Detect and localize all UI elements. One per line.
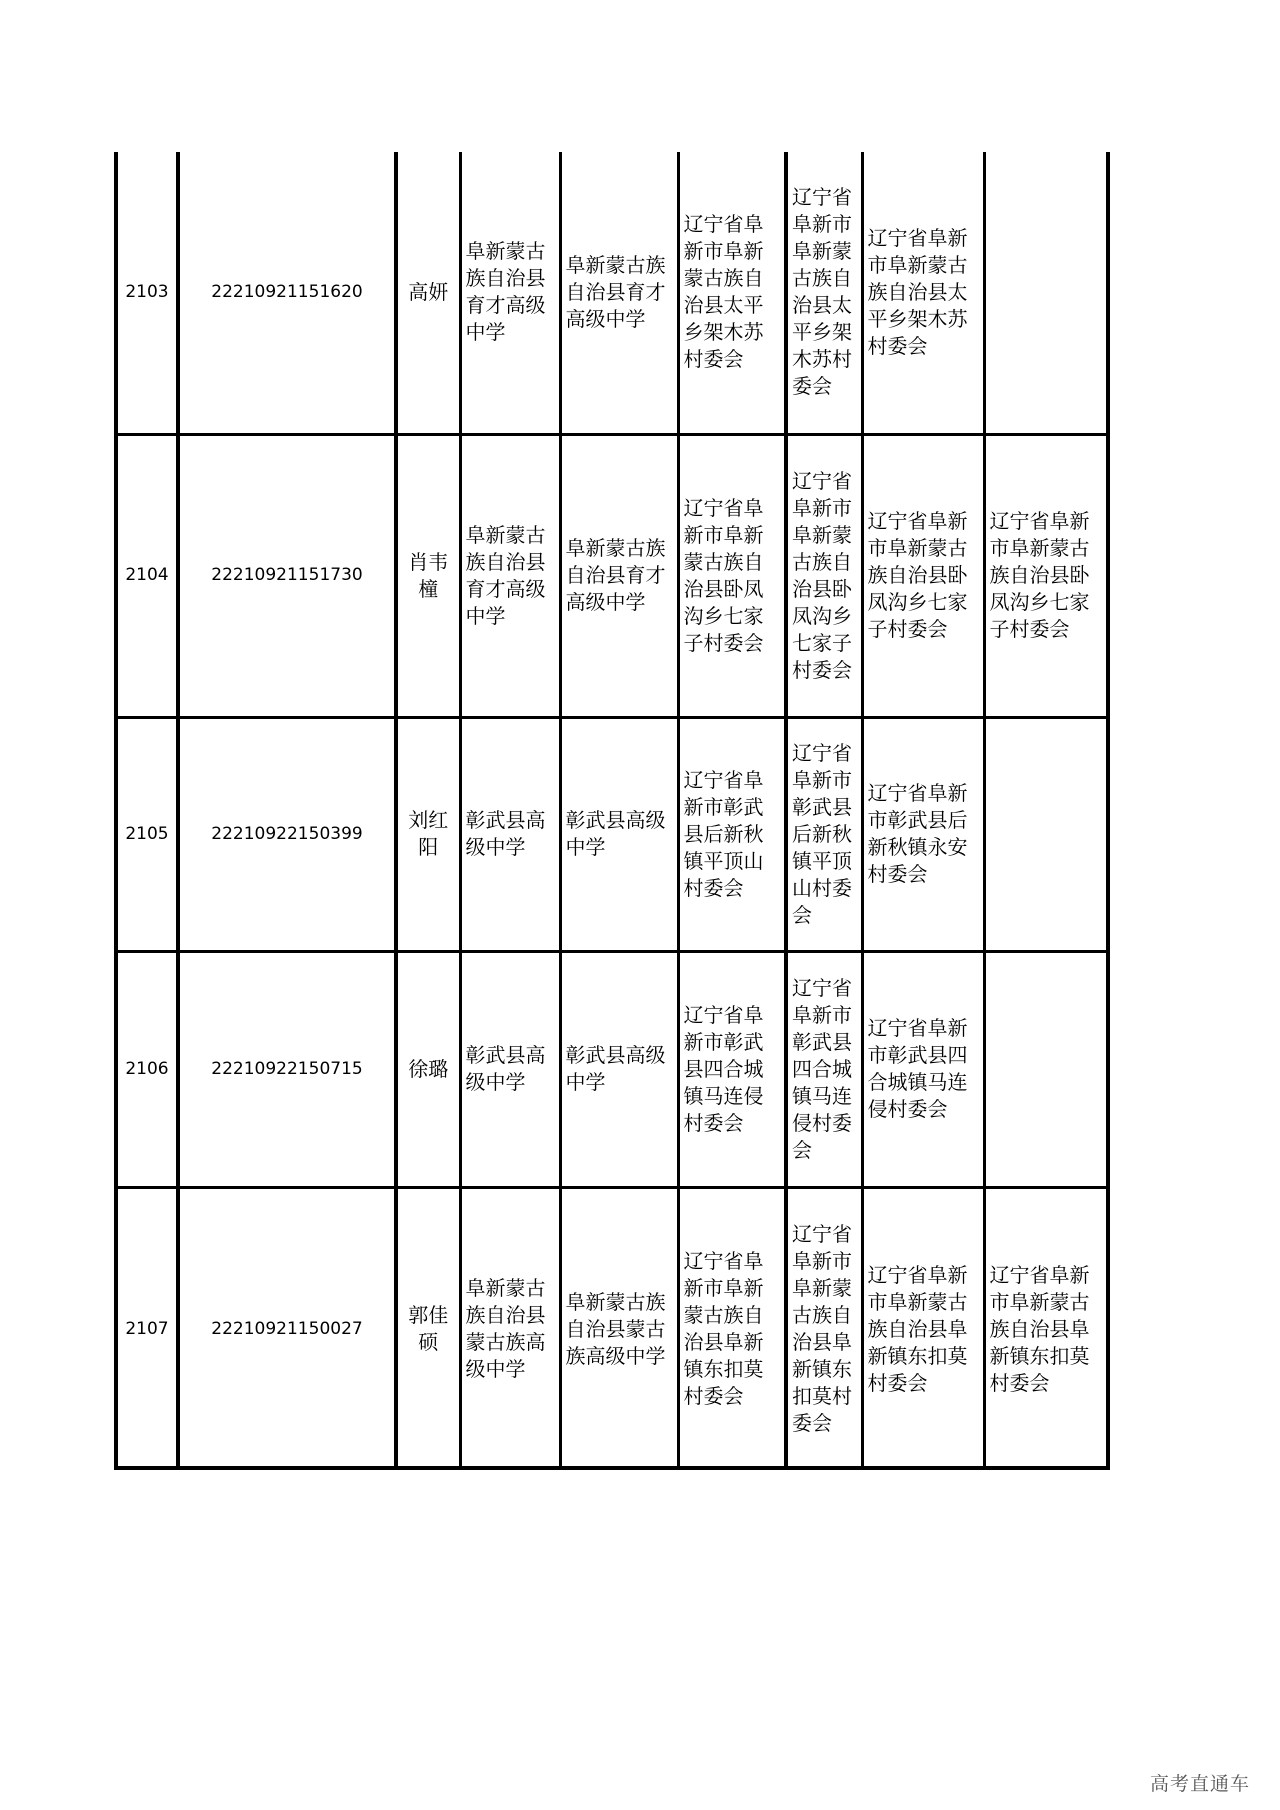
row-addr-d (984, 152, 1110, 434)
row-school-a: 阜新蒙古族自治县育才高级中学 (460, 152, 560, 434)
row-id: 22210921150027 (178, 1187, 396, 1470)
row-addr-c: 辽宁省阜新市阜新蒙古族自治县阜新镇东扣莫村委会 (862, 1187, 984, 1470)
row-addr-d: 辽宁省阜新市阜新蒙古族自治县卧凤沟乡七家子村委会 (984, 434, 1110, 717)
row-seq: 2107 (118, 1187, 178, 1470)
watermark-text: 高考直通车 (1149, 1773, 1250, 1795)
row-addr-b: 辽宁省阜新市阜新蒙古族自治县阜新镇东扣莫村委会 (786, 1187, 862, 1470)
row-addr-c: 辽宁省阜新市阜新蒙古族自治县太平乡架木苏村委会 (862, 152, 984, 434)
row-school-a: 阜新蒙古族自治县蒙古族高级中学 (460, 1187, 560, 1470)
row-school-b: 彰武县高级中学 (560, 951, 678, 1187)
row-name: 刘红阳 (396, 717, 460, 951)
row-addr-a: 辽宁省阜新市阜新蒙古族自治县阜新镇东扣莫村委会 (678, 1187, 786, 1470)
row-school-b: 彰武县高级中学 (560, 717, 678, 951)
table-row (118, 152, 1110, 434)
table-row (118, 1187, 1110, 1470)
row-id: 22210921151730 (178, 434, 396, 717)
row-seq: 2103 (118, 152, 178, 434)
row-school-b: 阜新蒙古族自治县育才高级中学 (560, 434, 678, 717)
row-school-a: 彰武县高级中学 (460, 717, 560, 951)
row-id: 22210922150715 (178, 951, 396, 1187)
row-addr-d: 辽宁省阜新市阜新蒙古族自治县阜新镇东扣莫村委会 (984, 1187, 1110, 1470)
table-row (118, 951, 1110, 1187)
row-addr-a: 辽宁省阜新市阜新蒙古族自治县卧凤沟乡七家子村委会 (678, 434, 786, 717)
row-addr-d (984, 951, 1110, 1187)
row-id: 22210921151620 (178, 152, 396, 434)
row-school-b: 阜新蒙古族自治县育才高级中学 (560, 152, 678, 434)
row-addr-d (984, 717, 1110, 951)
row-name: 肖韦橦 (396, 434, 460, 717)
row-addr-c: 辽宁省阜新市彰武县后新秋镇永安村委会 (862, 717, 984, 951)
row-addr-b: 辽宁省阜新市阜新蒙古族自治县卧凤沟乡七家子村委会 (786, 434, 862, 717)
row-school-a: 阜新蒙古族自治县育才高级中学 (460, 434, 560, 717)
row-seq: 2104 (118, 434, 178, 717)
row-school-a: 彰武县高级中学 (460, 951, 560, 1187)
records-table (118, 152, 1110, 1470)
row-addr-a: 辽宁省阜新市阜新蒙古族自治县太平乡架木苏村委会 (678, 152, 786, 434)
row-addr-c: 辽宁省阜新市阜新蒙古族自治县卧凤沟乡七家子村委会 (862, 434, 984, 717)
records-table-frame (114, 152, 1110, 1470)
row-name: 高妍 (396, 152, 460, 434)
row-name: 郭佳硕 (396, 1187, 460, 1470)
row-name: 徐璐 (396, 951, 460, 1187)
row-seq: 2105 (118, 717, 178, 951)
row-addr-b: 辽宁省阜新市彰武县后新秋镇平顶山村委会 (786, 717, 862, 951)
row-id: 22210922150399 (178, 717, 396, 951)
table-row (118, 434, 1110, 717)
row-addr-b: 辽宁省阜新市阜新蒙古族自治县太平乡架木苏村委会 (786, 152, 862, 434)
row-addr-b: 辽宁省阜新市彰武县四合城镇马连侵村委会 (786, 951, 862, 1187)
table-row (118, 717, 1110, 951)
row-addr-a: 辽宁省阜新市彰武县四合城镇马连侵村委会 (678, 951, 786, 1187)
row-addr-a: 辽宁省阜新市彰武县后新秋镇平顶山村委会 (678, 717, 786, 951)
row-addr-c: 辽宁省阜新市彰武县四合城镇马连侵村委会 (862, 951, 984, 1187)
row-school-b: 阜新蒙古族自治县蒙古族高级中学 (560, 1187, 678, 1470)
row-seq: 2106 (118, 951, 178, 1187)
